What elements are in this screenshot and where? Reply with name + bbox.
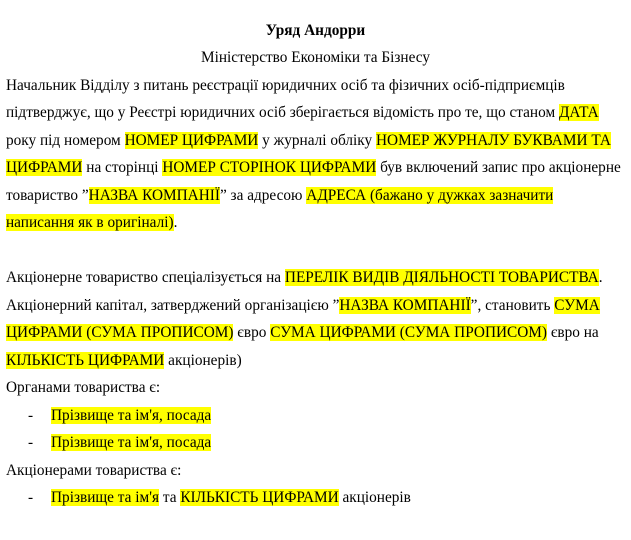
para1-text-5: був включений запис про акціонерне товариство xyxy=(6,159,621,204)
para1-text-2: року під номером xyxy=(6,131,125,149)
company-name-placeholder: НАЗВА КОМПАНІЇ xyxy=(339,296,471,314)
count-placeholder: КІЛЬКІСТЬ ЦИФРАМИ xyxy=(6,351,165,369)
para3-text-3: євро xyxy=(233,324,271,341)
dash-bullet: - xyxy=(28,434,34,451)
para3-text-4: євро на xyxy=(547,324,599,341)
date-placeholder: ДАТА xyxy=(558,104,599,121)
shareholder-name-placeholder: Прізвище та ім'я xyxy=(51,489,159,506)
sum-placeholder-1: СУМА ЦИФРАМИ (СУМА ПРОПИСОМ) xyxy=(6,296,600,341)
shareholders-list-item xyxy=(6,484,625,512)
para1-text-4: на сторінці xyxy=(82,159,163,176)
quote-open: ” xyxy=(332,296,340,314)
para1-text-7: . xyxy=(173,214,178,231)
shareholder-count-placeholder: КІЛЬКІСТЬ ЦИФРАМИ xyxy=(180,489,339,506)
name-position-placeholder: Прізвище та ім'я, посада xyxy=(51,434,212,451)
blank-line xyxy=(6,237,625,265)
name-position-placeholder: Прізвище та ім'я, посада xyxy=(51,406,212,424)
para3-text-2: , становить xyxy=(477,296,555,314)
quote-close: ” xyxy=(470,296,478,314)
capital-paragraph xyxy=(6,292,625,375)
dash-bullet: - xyxy=(28,489,34,506)
quote-open: ” xyxy=(81,186,89,204)
page-numbers-placeholder: НОМЕР СТОРІНОК ЦИФРАМИ xyxy=(162,159,377,176)
para3-text-5: акціонерів) xyxy=(164,351,242,369)
quote-close: ” xyxy=(219,186,227,204)
bodies-list-item xyxy=(6,429,625,457)
para1-text-3: у журналі обліку xyxy=(258,131,376,149)
registration-paragraph xyxy=(6,72,625,237)
para1-text-6: за адресою xyxy=(226,186,307,204)
activities-placeholder: ПЕРЕЛІК ВИДІВ ДІЯЛЬНОСТІ ТОВАРИСТВА xyxy=(284,269,599,286)
document-title: Уряд Андорри xyxy=(265,22,366,39)
shareholder-text-tail: акціонерів xyxy=(338,489,411,506)
sum-placeholder-2: СУМА ЦИФРАМИ (СУМА ПРОПИСОМ) xyxy=(270,324,547,341)
document-subtitle: Міністерство Економіки та Бізнесу xyxy=(201,49,430,66)
para1-text-1: Начальник Відділу з питань реєстрації юридичних осіб та фізичних осіб-підприємців підтверджує, що у Реєстрі юридичних осіб зберігається відомість про те, що станом xyxy=(6,76,565,121)
dash-bullet: - xyxy=(28,406,34,424)
journal-number-placeholder: НОМЕР ЖУРНАЛУ БУКВАМИ ТА ЦИФРАМИ xyxy=(6,131,611,176)
address-placeholder: АДРЕСА (бажано у дужках зазначити написання як в оригіналі) xyxy=(6,186,554,231)
bodies-heading: Органами товариства є: xyxy=(6,379,161,396)
para3-text-1: Акціонерний капітал, затверджений організацією xyxy=(6,296,333,314)
company-name-placeholder: НАЗВА КОМПАНІЇ xyxy=(88,186,220,204)
number-placeholder: НОМЕР ЦИФРАМИ xyxy=(124,131,259,149)
shareholders-heading: Акціонерами товариства є: xyxy=(6,461,182,479)
para2-text-2: . xyxy=(598,269,603,286)
para2-text-1: Акціонерне товариство спеціалізується на xyxy=(6,269,285,286)
bodies-list-item xyxy=(6,402,625,430)
shareholder-text-mid: та xyxy=(159,489,181,506)
activities-paragraph xyxy=(6,264,625,292)
